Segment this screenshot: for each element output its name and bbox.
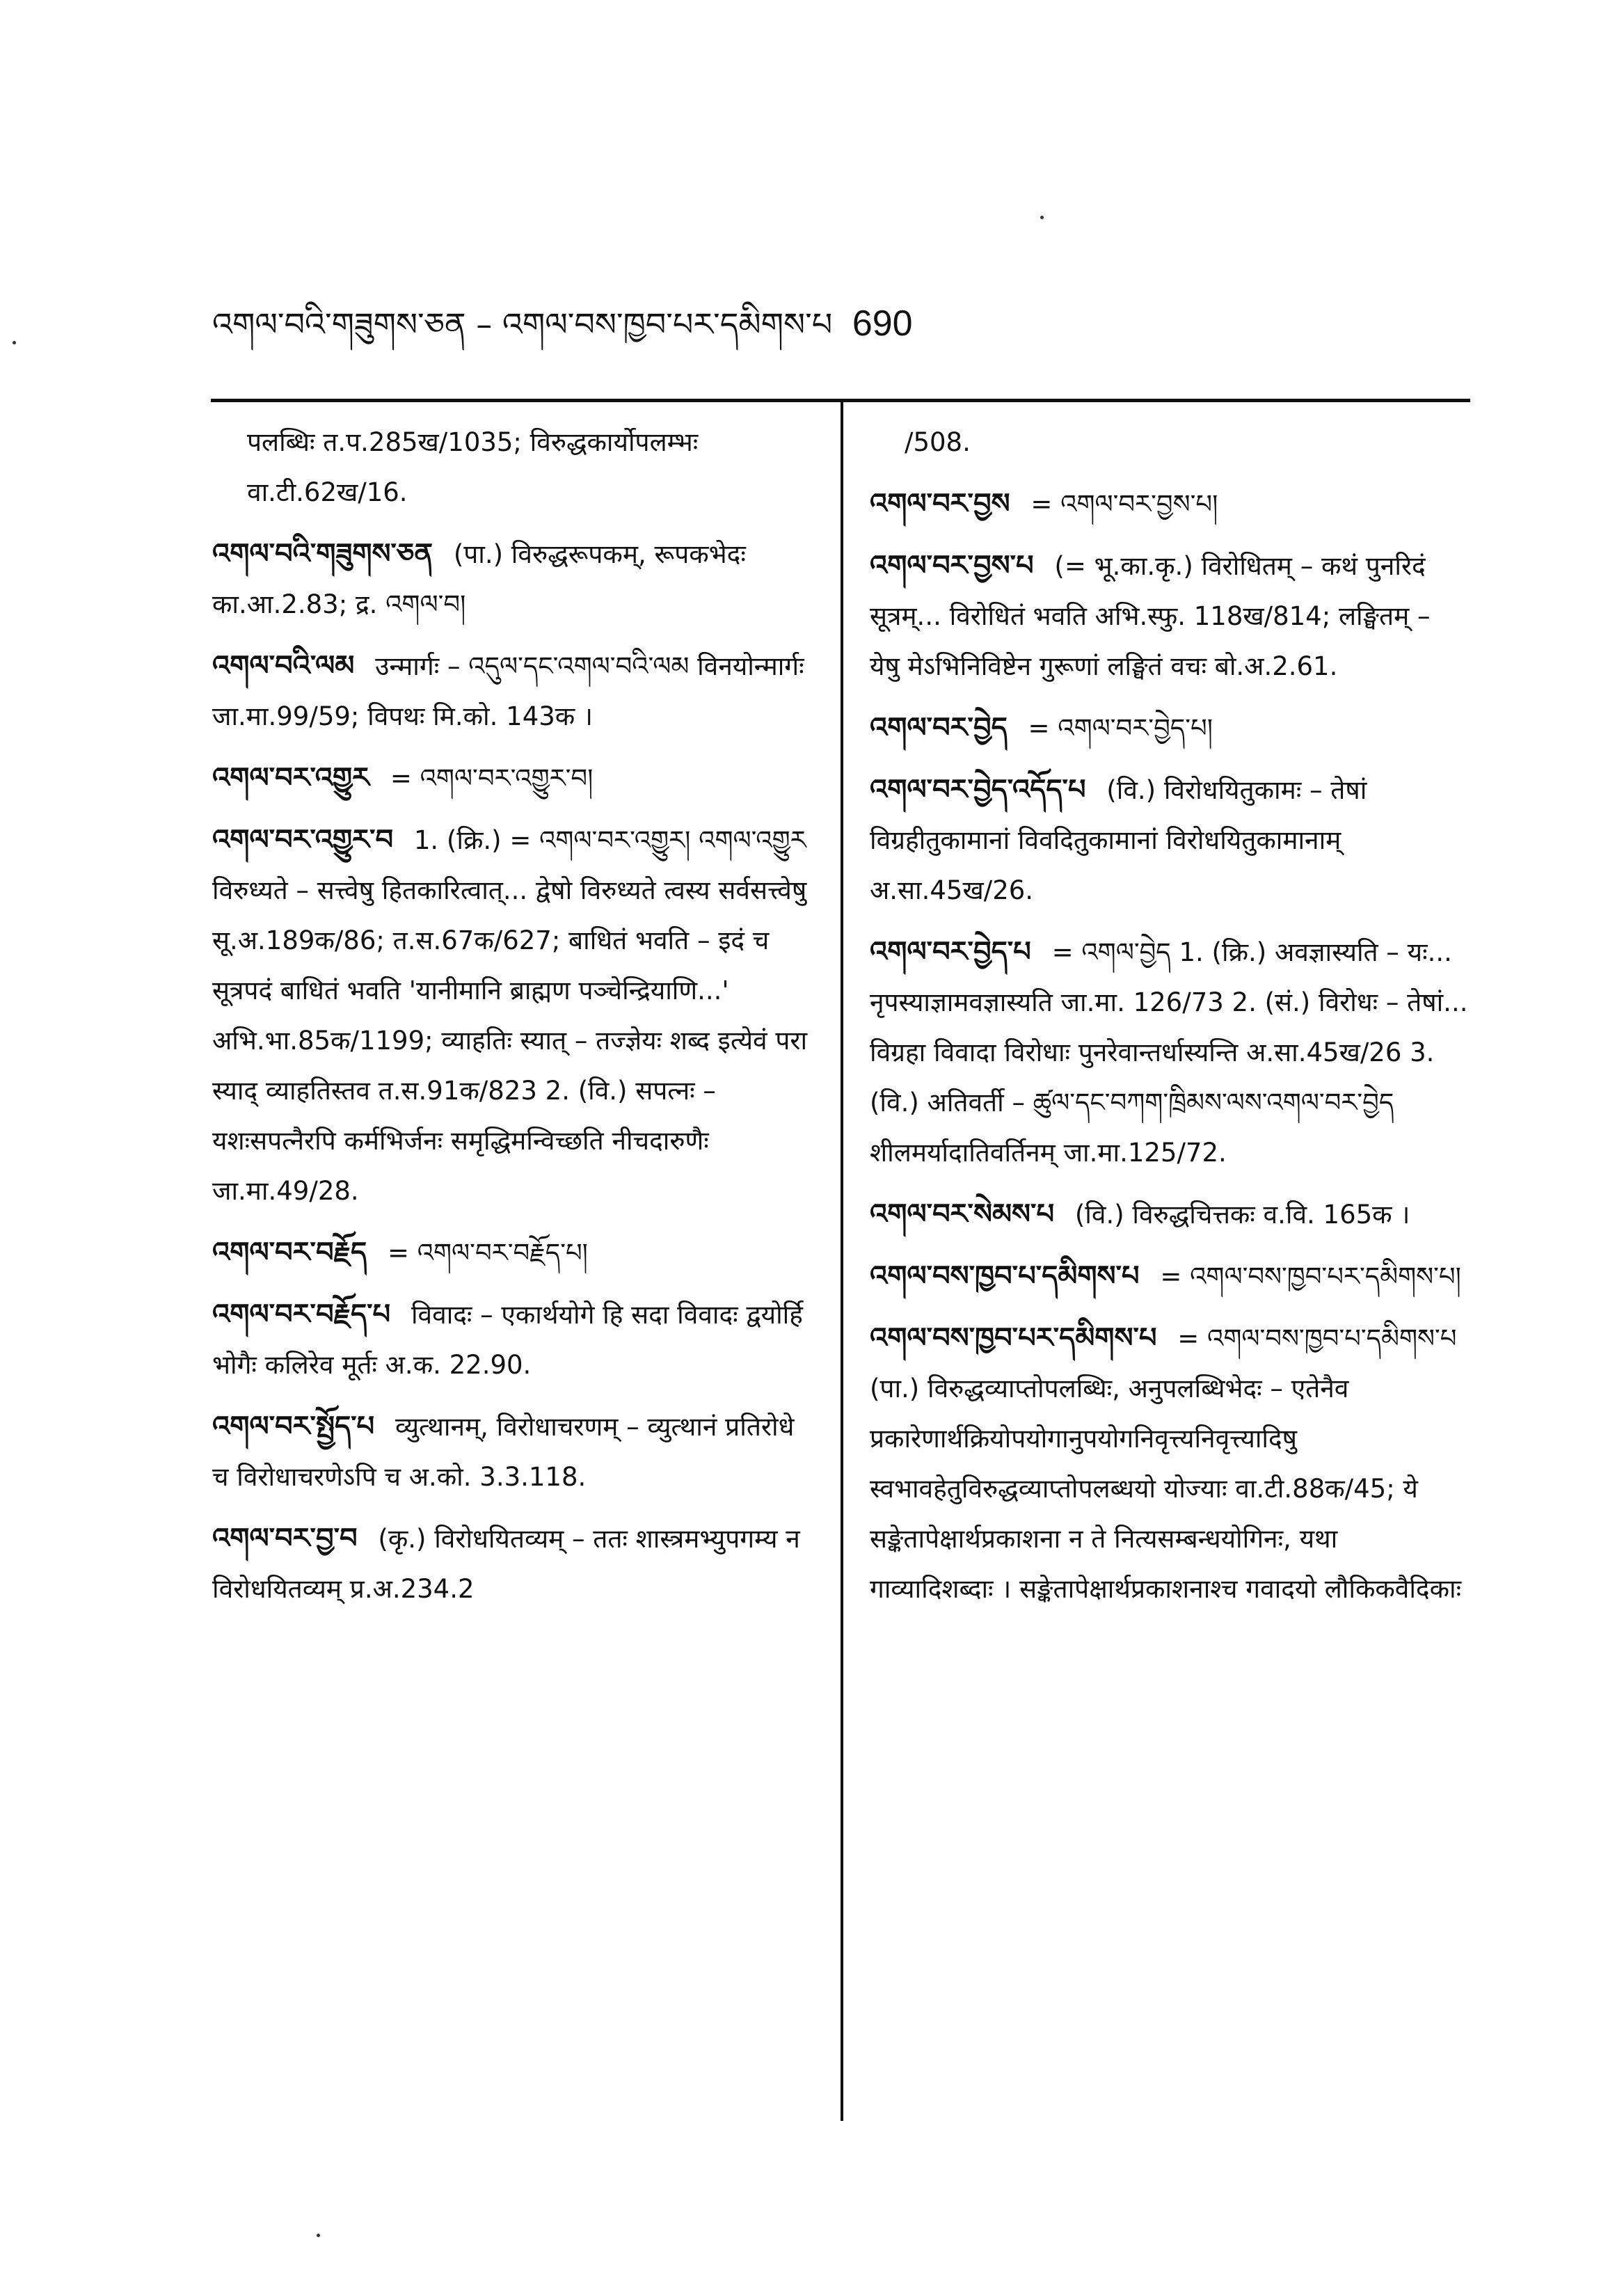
entry-headword: འགལ་བར་བྱས bbox=[870, 488, 1010, 520]
dictionary-entry bbox=[212, 815, 818, 1216]
entry-text: (कृ.) विरोधयितव्यम् – ततः शास्त्रमभ्युपगम्य न विरोधयितव्यम् प्र.अ.234.2 bbox=[212, 1524, 800, 1604]
dictionary-entry bbox=[212, 1227, 818, 1278]
header-dash: – bbox=[476, 305, 493, 343]
entry-headword: འགལ་བར་སྤྱོད་པ bbox=[212, 1410, 375, 1442]
entry-text: व्युत्थानम्, विरोधाचरणम् – व्युत्थानं प्रतिरोधे च विरोधाचरणेऽपि च अ.को. 3.3.118. bbox=[212, 1412, 795, 1492]
entry-headword: འགལ་བར་བྱས་པ bbox=[870, 550, 1034, 582]
dictionary-entry bbox=[212, 1513, 818, 1614]
column-divider bbox=[841, 402, 843, 2121]
entry-headword: འགལ་བའི་ལམ bbox=[212, 650, 355, 682]
entry-headword: འགལ་བར་བརྗོད bbox=[212, 1237, 367, 1269]
page-number: 690 bbox=[852, 303, 913, 344]
entry-headword: འགལ་བས་ཁྱབ་པར་དམིགས་པ bbox=[870, 1322, 1157, 1354]
entry-headword: འགལ་བར་བྱེད bbox=[870, 712, 1008, 744]
entry-text: 1. (क्रि.) = འགལ་བར་འགྱུར། འགལ་འགྱུར विरुध्यते – सत्त्वेषु हितकारित्वात्... द्वेषो विरुध्यते त्वस्य सर्वसत्त्वेषु सू.अ.189क/86; त.स.67क/627; बाधितं भवति – इदं च सूत्रपदं बाधितं भवति 'यानीमानि ब्राह्मण पञ्चेन्द्रियाणि...' अभि.भा.85क/1199; व्याहतिः स्यात् – तज्ज्ञेयः शब्द इत्येवं परा स्याद् व्याहतिस्तव त.स.91क/823 2. (वि.) सपत्नः – यशःसपत्नैरपि कर्मभिर्जनः समृद्धिमन्विच्छति नीचदारुणैः जा.मा.49/28. bbox=[212, 825, 808, 1206]
right-column bbox=[870, 418, 1468, 1625]
dictionary-entry bbox=[870, 1189, 1468, 1240]
entry-text: = འགལ་བར་འགྱུར་བ། bbox=[390, 763, 594, 793]
dictionary-entry bbox=[870, 1251, 1468, 1302]
running-header bbox=[212, 299, 913, 349]
dictionary-entry bbox=[870, 479, 1468, 530]
dictionary-entry bbox=[212, 641, 818, 742]
continuation-text: पलब्धिः त.प.285ख/1035; विरुद्धकार्योपलम्भः वा.टी.62ख/16. bbox=[247, 427, 699, 507]
entry-text: = འགལ་བས་ཁྱབ་པ་དམིགས་པ (पा.) विरुद्धव्याप्तोपलब्धिः, अनुपलब्धिभेदः – एतेनैव प्रकारेणार्थक्रियोपयोगानुपयोगनिवृत्त्यनिवृत्त्यादिषु स्वभावहेतुविरुद्धव्याप्तोपलब्धयो योज्याः वा.टी.88क/45; ये सङ्केतापेक्षार्थप्रकाशना न ते नित्यसम्बन्धयोगिनः, यथा गाव्यादिशब्दाः । सङ्केतापेक्षार्थप्रकाशनाश्च गवादयो लौकिकवैदिकाः bbox=[870, 1323, 1462, 1604]
dictionary-entry bbox=[212, 753, 818, 804]
entry-text: (वि.) विरोधयितुकामः – तेषां विग्रहीतुकामानां विवदितुकामानां विरोधयितुकामानाम् अ.सा.45ख/26. bbox=[870, 775, 1367, 905]
entry-headword: འགལ་བར་བརྗོད་པ bbox=[212, 1298, 391, 1330]
scan-speck bbox=[317, 2234, 320, 2237]
entry-text: उन्मार्गः – འདུལ་དང་འགལ་བའི་ལམ विनयोन्मार्गः जा.मा.99/59; विपथः मि.को. 143क । bbox=[212, 651, 804, 731]
left-column bbox=[212, 418, 818, 1625]
entry-headword: འགལ་བར་འགྱུར bbox=[212, 762, 370, 794]
header-range-start: འགལ་བའི་གཟུགས་ཅན bbox=[212, 305, 466, 343]
dictionary-entry bbox=[212, 529, 818, 630]
dictionary-entry bbox=[212, 1289, 818, 1390]
entry-headword: འགལ་བས་ཁྱབ་པ་དམིགས་པ bbox=[870, 1260, 1140, 1292]
scan-speck bbox=[1040, 216, 1044, 219]
entry-headword: འགལ་བར་བྱེད་པ bbox=[870, 936, 1031, 968]
entry-text: = འགལ་བར་བྱེད་པ། bbox=[1028, 713, 1213, 743]
entry-headword: འགལ་བར་བྱེད་འདོད་པ bbox=[870, 774, 1086, 806]
entry-text: = འགལ་བར་བརྗོད་པ། bbox=[387, 1238, 588, 1268]
entry-headword: འགལ་བར་འགྱུར་བ bbox=[212, 824, 394, 856]
dictionary-entry bbox=[870, 927, 1468, 1178]
dictionary-entry bbox=[870, 765, 1468, 916]
dictionary-entry bbox=[870, 1313, 1468, 1614]
entry-text: = འགལ་བར་བྱས་པ། bbox=[1030, 489, 1218, 519]
entry-text: (वि.) विरुद्धचित्तकः व.वि. 165क । bbox=[1074, 1200, 1410, 1230]
entry-text: = འགལ་བྱེད 1. (क्रि.) अवज्ञास्यति – यः... नृपस्याज्ञामवज्ञास्यति जा.मा. 126/73 2. (सं.) विरोधः – तेषां... विग्रहा विवादा विरोधाः पुनरेवान्तर्धास्यन्ति अ.सा.45ख/26 3. (वि.) अतिवर्ती – ཚུལ་དང་བཀག་ཁྲིམས་ལས་འགལ་བར་བྱེད शीलमर्यादातिवर्तिनम् जा.मा.125/72. bbox=[870, 937, 1468, 1168]
dictionary-entry bbox=[212, 1401, 818, 1502]
entry-text: (= भू.का.कृ.) विरोधितम् – कथं पुनरिदं सूत्रम्... विरोधितं भवति अभि.स्फु. 118ख/814; लङ्घितम् – येषु मेऽभिनिविष्टेन गुरूणां लङ्घितं वचः बो.अ.2.61. bbox=[870, 551, 1431, 681]
scan-speck bbox=[13, 341, 16, 344]
entry-text: (पा.) विरुद्धरूपकम्, रूपकभेदः का.आ.2.83; द्र. འགལ་བ། bbox=[212, 539, 746, 619]
continuation-text: /508. bbox=[905, 427, 971, 457]
entry-headword: འགལ་བར་སེམས་པ bbox=[870, 1198, 1055, 1230]
header-range-end: འགལ་བས་ཁྱབ་པར་དམིགས་པ bbox=[502, 305, 833, 343]
entry-headword: འགལ་བར་བྱ་བ bbox=[212, 1522, 358, 1555]
dictionary-entry bbox=[870, 541, 1468, 692]
entry-headword: འགལ་བའི་གཟུགས་ཅན bbox=[212, 538, 433, 570]
entry-text: विवादः – एकार्थयोगे हि सदा विवादः द्वयोर्हि भोगैः कलिरेव मूर्तः अ.क. 22.90. bbox=[212, 1300, 803, 1380]
entry-text: = འགལ་བས་ཁྱབ་པར་དམིགས་པ། bbox=[1160, 1262, 1461, 1291]
dictionary-entry bbox=[870, 703, 1468, 754]
